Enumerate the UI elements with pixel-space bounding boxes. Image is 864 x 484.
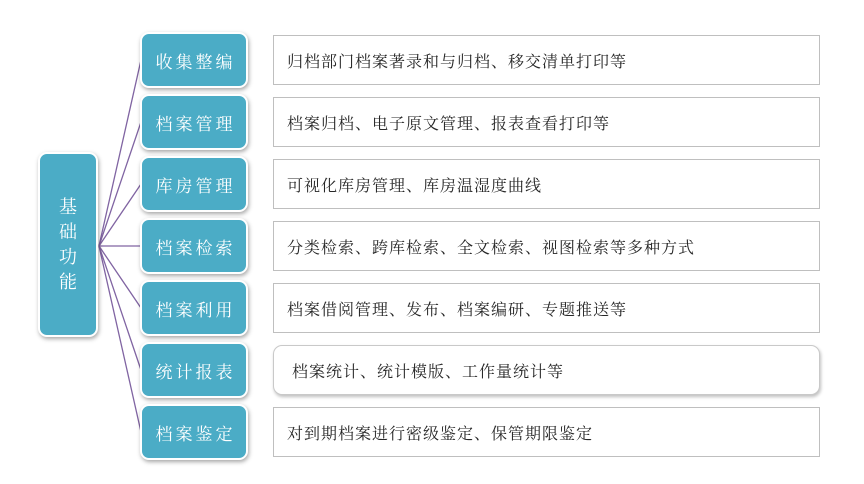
branch-description: 档案归档、电子原文管理、报表查看打印等 [273,97,820,147]
branch-node-label: 档案管理 [140,94,248,150]
branch-description: 档案借阅管理、发布、档案编研、专题推送等 [273,283,820,333]
branch-description: 对到期档案进行密级鉴定、保管期限鉴定 [273,407,820,457]
branch-description: 档案统计、统计模版、工作量统计等 [273,345,820,395]
branch-node-label: 库房管理 [140,156,248,212]
branch-description: 归档部门档案著录和与归档、移交清单打印等 [273,35,820,85]
branch-node-label: 档案利用 [140,280,248,336]
diagram-row [140,156,820,212]
diagram-row [140,404,820,460]
diagram-row [140,218,820,274]
diagram-row [140,32,820,88]
diagram-row [140,342,820,398]
root-node-label: 基础功能 [59,196,77,293]
branch-description: 分类检索、跨库检索、全文检索、视图检索等多种方式 [273,221,820,271]
branch-node-label: 收集整编 [140,32,248,88]
branch-node-label: 统计报表 [140,342,248,398]
branch-description: 可视化库房管理、库房温湿度曲线 [273,159,820,209]
diagram-row [140,280,820,336]
branch-node-label: 档案鉴定 [140,404,248,460]
diagram-row [140,94,820,150]
branch-node-label: 档案检索 [140,218,248,274]
